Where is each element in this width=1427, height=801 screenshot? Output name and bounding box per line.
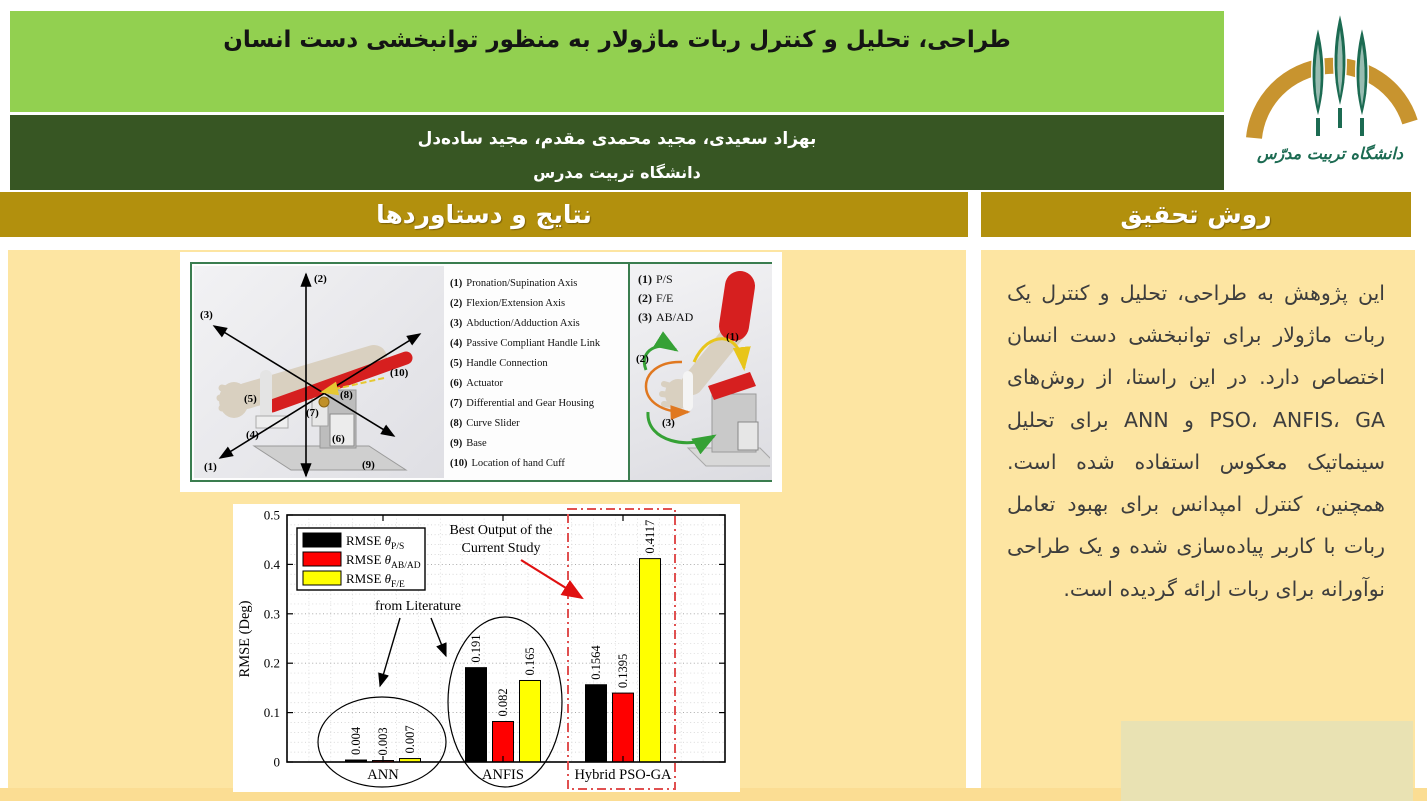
svg-text:ANN: ANN: [367, 767, 399, 783]
logo-caption: دانشگاه تربیت مدرّس: [1256, 144, 1404, 163]
figure-legend-item: (6) Actuator: [450, 378, 503, 389]
figure-legend-item: (3) Abduction/Adduction Axis: [450, 318, 580, 329]
svg-text:Best Output of the: Best Output of the: [449, 523, 553, 538]
authors-bar: [10, 115, 1224, 190]
svg-text:RMSE θAB/AD: RMSE $\theta_{AB/AD}$: [346, 552, 421, 571]
dof-list: [638, 270, 693, 327]
part-label-6: (6): [332, 433, 345, 445]
logo-cypress-trees: [1312, 12, 1368, 136]
axis-abduction: [214, 326, 394, 436]
figure-legend-item: (4) Passive Compliant Handle Link: [450, 338, 601, 349]
svg-text:0.1564: 0.1564: [589, 645, 603, 680]
rmse-chart-card: [233, 504, 740, 792]
svg-text:0.4: 0.4: [263, 556, 280, 572]
svg-text:0.2: 0.2: [263, 655, 280, 671]
svg-text:0.1: 0.1: [263, 705, 280, 721]
section-header-method: روش تحقیق: [981, 192, 1411, 237]
abad-motion-arrow: [648, 412, 714, 443]
svg-text:0.1395: 0.1395: [616, 653, 630, 689]
svg-text:0.007: 0.007: [403, 725, 417, 754]
svg-text:Current Study: Current Study: [461, 541, 541, 556]
authors-names: بهزاد سعیدی، مجید محمدی مقدم، مجید ساده‌دل: [417, 129, 817, 149]
dof-item: (1) P/S: [638, 272, 673, 286]
svg-text:0.5: 0.5: [263, 507, 280, 523]
dof-label-1: (1): [726, 331, 739, 343]
part-label-5: (5): [244, 393, 257, 405]
figure-legend-item: (1) Pronation/Supination Axis: [450, 278, 578, 289]
svg-text:0: 0: [273, 754, 280, 770]
dof-item: (3) AB/AD: [638, 310, 694, 324]
dof-label-2: (2): [636, 353, 649, 365]
dof-label-3: (3): [662, 417, 675, 429]
robot-gear-knob: [319, 397, 329, 407]
part-label-10: (10): [390, 367, 409, 379]
logo-arch: [1254, 66, 1410, 138]
part-label-9: (9): [362, 459, 375, 471]
svg-text:0.191: 0.191: [469, 634, 483, 663]
robot-axes-diagram: [194, 266, 444, 478]
dof-item: (2) F/E: [638, 291, 674, 305]
figure-parts-legend: [450, 274, 626, 474]
svg-text:Hybrid PSO-GA: Hybrid PSO-GA: [574, 767, 672, 783]
figure-legend-item: (5) Handle Connection: [450, 358, 548, 369]
part-label-7: (7): [306, 407, 319, 419]
svg-text:0.082: 0.082: [496, 688, 510, 717]
figure-legend-item: (8) Curve Slider: [450, 418, 520, 429]
title-bar: [10, 11, 1224, 112]
svg-text:from Literature: from Literature: [375, 599, 461, 614]
svg-text:RMSE θP/S: RMSE $\theta_{P/S}$: [346, 533, 405, 552]
figure-legend-item: (9) Base: [450, 438, 487, 449]
watermark-box: [1121, 721, 1413, 801]
svg-text:0.003: 0.003: [376, 727, 390, 756]
robot-base-plate: [254, 446, 406, 470]
svg-text:0.3: 0.3: [263, 606, 280, 622]
method-paragraph: این پژوهش به طراحی، تحلیل و کنترل یک ربات ماژولار برای توانبخشی دست انسان اختصاص دارد. در این راستا، از روش‌های PSO، ANFIS، GA و ANN برای تحلیل سینماتیک معکوس استفاده شده است. همچنین، کنترل امپدانس برای بهبود تعامل ربات با کاربر پیاده‌سازی شده و یک طراحی نوآورانه برای ربات ارائه گردیده است.: [1007, 281, 1385, 601]
tmu-logo: [1240, 6, 1420, 182]
robot-figure-card: [180, 252, 782, 492]
axis-label-2: (2): [314, 273, 327, 285]
section-header-results: نتایج و دستاوردها: [0, 192, 968, 237]
page-title: طراحی، تحلیل و کنترل ربات ماژولار به منظور توانبخشی دست انسان: [223, 27, 1011, 53]
svg-text:0.4117: 0.4117: [643, 519, 657, 554]
svg-text:ANFIS: ANFIS: [482, 767, 524, 783]
robot-figure-frame: [190, 262, 772, 482]
svg-text:0.165: 0.165: [523, 647, 537, 676]
figure-legend-item: (2) Flexion/Extension Axis: [450, 298, 566, 309]
figure-legend-item: (10) Location of hand Cuff: [450, 458, 565, 469]
dof-red-glove: [734, 286, 740, 326]
robot-render-dof: [628, 264, 772, 480]
authors-affiliation: دانشگاه تربیت مدرس: [533, 163, 701, 182]
svg-text:RMSE θF/E: RMSE $\theta_{F/E}$: [346, 571, 405, 590]
part-label-8: (8): [340, 389, 353, 401]
method-panel: [981, 250, 1415, 788]
axis-label-3: (3): [200, 309, 213, 321]
robot-render-annotated: [194, 266, 444, 478]
axis-label-1: (1): [204, 461, 217, 473]
part-label-4: (4): [246, 429, 259, 441]
svg-text:0.004: 0.004: [349, 726, 363, 756]
svg-text:RMSE (Deg): RMSE (Deg): [237, 600, 253, 678]
figure-legend-item: (7) Differential and Gear Housing: [450, 398, 595, 409]
rmse-bar-chart: [233, 504, 740, 792]
